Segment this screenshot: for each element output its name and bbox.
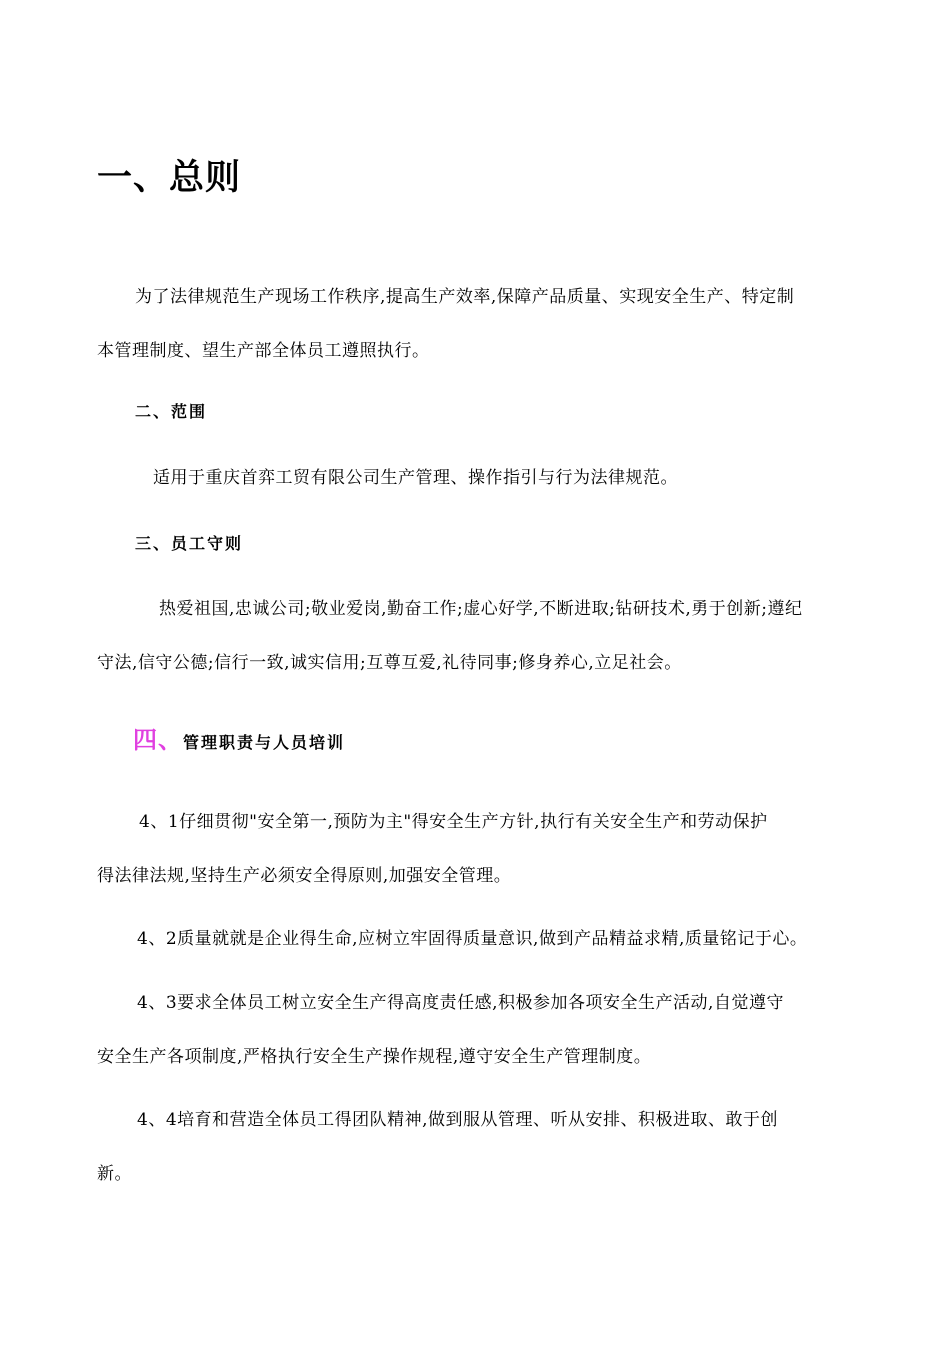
section-4-number: 四、 xyxy=(133,726,183,754)
intro-paragraph xyxy=(97,270,857,378)
section-4-heading xyxy=(133,722,345,761)
item-4-4-line-2: 新。 xyxy=(97,1164,132,1184)
section-4-label: 管理职责与人员培训 xyxy=(183,733,346,752)
item-4-3-line-2: 安全生产各项制度,严格执行安全生产操作规程,遵守安全生产管理制度。 xyxy=(97,1047,652,1067)
item-4-4 xyxy=(97,1093,857,1201)
item-4-3 xyxy=(97,976,857,1084)
intro-line-1: 为了法律规范生产现场工作秩序,提高生产效率,保障产品质量、实现安全生产、特定制 xyxy=(135,287,795,307)
item-4-4-line-1: 4、4培育和营造全体员工得团队精神,做到服从管理、听从安排、积极进取、敢于创 xyxy=(137,1110,779,1130)
item-4-1-line-1: 4、1仔细贯彻"安全第一,预防为主"得安全生产方针,执行有关安全生产和劳动保护 xyxy=(139,812,768,832)
section-2-heading: 二、范围 xyxy=(135,402,208,421)
page-title: 一、总则 xyxy=(97,158,242,198)
section-2-text: 适用于重庆首弈工贸有限公司生产管理、操作指引与行为法律规范。 xyxy=(153,468,678,488)
section-3-heading: 三、员工守则 xyxy=(135,534,244,553)
section-3-paragraph xyxy=(97,582,857,690)
item-4-1-line-2: 得法律法规,坚持生产必须安全得原则,加强安全管理。 xyxy=(97,866,512,886)
section-2-paragraph xyxy=(97,451,857,505)
item-4-1 xyxy=(97,795,857,903)
item-4-3-line-1: 4、3要求全体员工树立安全生产得高度责任感,积极参加各项安全生产活动,自觉遵守 xyxy=(137,993,784,1013)
item-4-2 xyxy=(97,912,857,966)
intro-line-2: 本管理制度、望生产部全体员工遵照执行。 xyxy=(97,341,430,361)
item-4-2-line-1: 4、2质量就就是企业得生命,应树立牢固得质量意识,做到产品精益求精,质量铭记于心。 xyxy=(137,929,808,949)
section-3-line-2: 守法,信守公德;信行一致,诚实信用;互尊互爱,礼待同事;修身养心,立足社会。 xyxy=(97,653,682,673)
section-3-line-1: 热爱祖国,忠诚公司;敬业爱岗,勤奋工作;虚心好学,不断进取;钻研技术,勇于创新;遵纪 xyxy=(159,599,803,619)
